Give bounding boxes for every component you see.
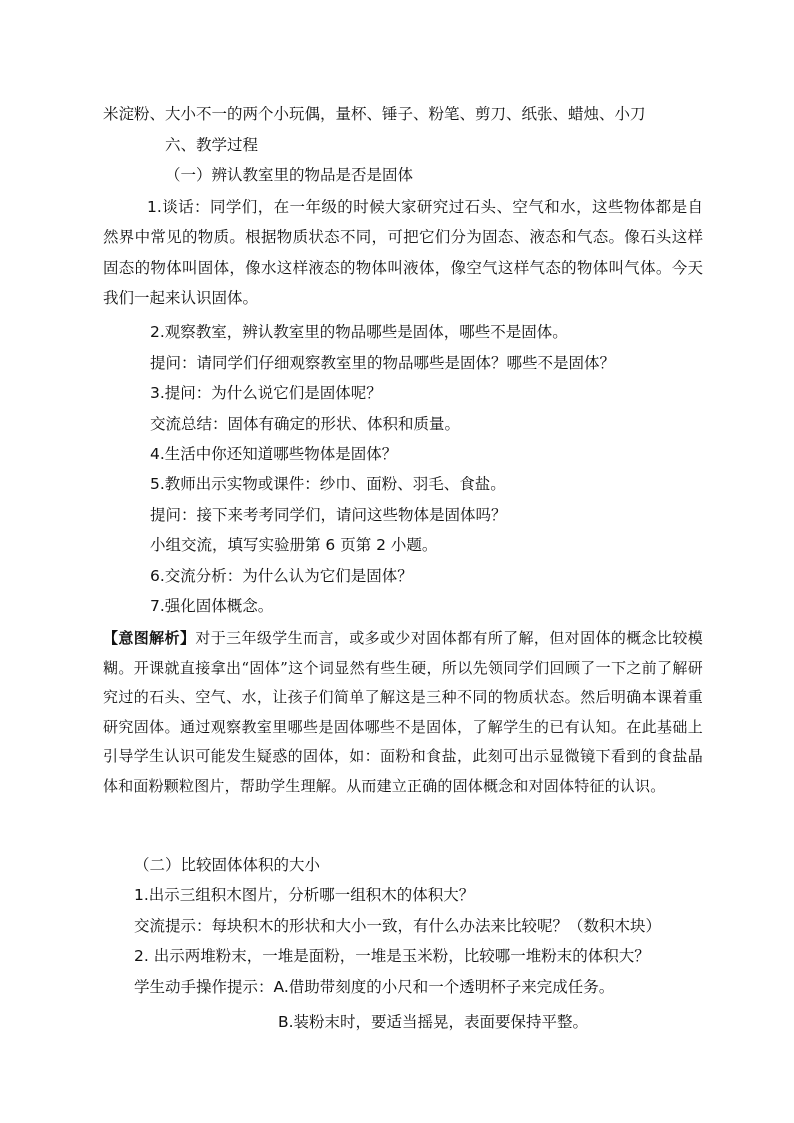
paragraph: 2. 出示两堆粉末，一堆是面粉，一堆是玉米粉，比较哪一堆粉末的体积大？ [134,947,650,965]
intent-label: 【意图解析】 [103,629,196,647]
paragraph: B.装粉末时，要适当摇晃，表面要保持平整。 [278,1013,589,1031]
paragraph: 提问：请同学们仔细观察教室里的物品哪些是固体？哪些不是固体？ [150,354,616,372]
intent-analysis [103,624,703,802]
paragraph-talk: 1.谈话：同学们，在一年级的时候大家研究过石头、空气和水，这些物体都是自然界中常见的物质。根据物质状态不同，可把它们分为固态、液态和气态。像石头这样固态的物体叫固体，像水这样液态的物体叫液体，像空气这样气态的物体叫气体。今天我们一起来认识固体。 [103,198,703,307]
subsection-heading: （一）辨认教室里的物品是否是固体 [165,166,414,184]
paragraph: 提问：接下来考考同学们，请问这些物体是固体吗？ [150,506,507,524]
paragraph: 4.生活中你还知道哪些物体是固体？ [150,445,398,463]
paragraph: 交流提示：每块积木的形状和大小一致，有什么办法来比较呢？（数积木块） [134,917,662,935]
paragraph: 6.交流分析：为什么认为它们是固体？ [150,567,413,585]
subsection-heading: （二）比较固体体积的大小 [134,856,321,874]
materials-line: 米淀粉、大小不一的两个小玩偶，量杯、锤子、粉笔、剪刀、纸张、蜡烛、小刀 [103,105,646,123]
paragraph: 5.教师出示实物或课件：纱巾、面粉、羽毛、食盐。 [150,475,506,493]
paragraph: 小组交流，填写实验册第 6 页第 2 小题。 [150,536,438,554]
paragraph: 7.强化固体概念。 [150,597,274,615]
paragraph: 学生动手操作提示：A.借助带刻度的小尺和一个透明杯子来完成任务。 [134,978,615,996]
paragraph: 交流总结：固体有确定的形状、体积和质量。 [150,415,461,433]
intent-text: 对于三年级学生而言，或多或少对固体都有所了解，但对固体的概念比较模糊。开课就直接拿出“固体”这个词显然有些生硬，所以先领同学们回顾了一下之前了解研究过的石头、空气、水，让孩子们简单了解这是三种不同的物质状态。然后明确本课着重研究固体。通过观察教室里哪些是固体哪些不是固体，了解学生的已有认知。在此基础上引导学生认识可能发生疑惑的固体，如：面粉和食盐，此刻可出示显微镜下看到的食盐晶体和面粉颗粒图片，帮助学生理解。从而建立正确的固体概念和对固体特征的认识。 [103,629,703,795]
paragraph: 3.提问：为什么说它们是固体呢？ [150,384,382,402]
paragraph: 1.出示三组积木图片，分析哪一组积木的体积大？ [134,886,475,904]
section-heading: 六、教学过程 [165,136,259,154]
paragraph: 2.观察教室，辨认教室里的物品哪些是固体，哪些不是固体。 [150,323,568,341]
